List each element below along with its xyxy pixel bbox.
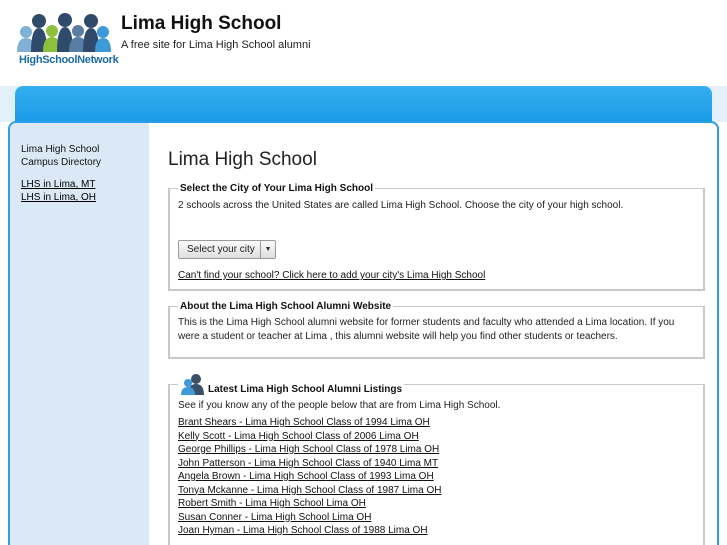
list-item [178,524,695,538]
page-title: Lima High School [168,149,317,170]
logo-wordmark [19,54,118,66]
alumni-listings-section [168,373,705,545]
alumni-listing-link[interactable]: Joan Hyman - Lima High School Class of 1988 Lima OH [178,525,428,536]
city-select-section [168,183,705,291]
about-section [168,301,705,359]
list-item [178,430,695,444]
sidebar-link-lima-mt[interactable]: LHS in Lima, MT [21,179,96,190]
sidebar-heading [21,143,141,169]
list-item [178,443,695,457]
site-tagline: A free site for Lima High School alumni [121,39,311,51]
main-frame [8,121,719,545]
site-title[interactable]: Lima High School [121,13,282,34]
sidebar-link-lima-oh[interactable]: LHS in Lima, OH [21,192,97,203]
sidebar-heading-line1: Lima High School [21,144,100,155]
city-select-label: Select your city [187,244,255,255]
about-section-text: This is the Lima High School alumni website for former students and faculty who attended a Lima location. If you were a student or teacher at Lima , this alumni website will help you find other students or teachers. [178,317,675,342]
list-item [178,416,695,430]
alumni-list [178,416,695,538]
alumni-listing-link[interactable]: Brant Shears - Lima High School Class of 1994 Lima OH [178,417,430,428]
listings-section-legend [178,373,404,395]
alumni-listing-link[interactable]: Susan Conner - Lima High School Lima OH [178,511,372,523]
city-select-dropdown[interactable] [178,240,276,259]
highschoolnetwork-logo[interactable] [17,12,119,70]
people-icon [180,373,206,395]
city-section-legend: Select the City of Your Lima High School [180,183,373,194]
sidebar [10,123,149,545]
list-item [178,457,695,471]
list-item [178,497,695,511]
alumni-listing-link[interactable]: Kelly Scott - Lima High School Class of 2006 Lima OH [178,430,419,442]
alumni-listing-link[interactable]: Angela Brown - Lima High School Class of 1993 Lima OH [178,471,434,482]
alumni-listing-link[interactable]: John Patterson - Lima High School Class of 1940 Lima MT [178,457,439,469]
add-school-link[interactable]: Can't find your school? Click here to add your city's Lima High School [178,270,486,281]
alumni-listing-link[interactable]: George Phillips - Lima High School Class of 1978 Lima OH [178,444,440,455]
listings-section-title: Latest Lima High School Alumni Listings [208,384,403,395]
sidebar-heading-line2: Campus Directory [21,157,102,168]
people-group-icon [17,12,111,54]
logo-wordmark-network: Network [77,54,119,66]
about-section-legend: About the Lima High School Alumni Website [180,301,392,312]
list-item [178,484,695,498]
site-header [0,0,727,80]
chevron-down-icon: ▼ [260,241,275,258]
sidebar-links [21,178,96,204]
logo-wordmark-high: HighSchool [19,54,78,66]
list-item [178,470,695,484]
listings-intro: See if you know any of the people below that are from Lima High School. [178,400,501,411]
list-item [178,511,695,525]
alumni-listing-link[interactable]: Robert Smith - Lima High School Lima OH [178,498,366,509]
alumni-listing-link[interactable]: Tonya Mckanne - Lima High School Class of 1987 Lima OH [178,484,442,496]
city-section-description: 2 schools across the United States are called Lima High School. Choose the city of your high school. [178,200,624,211]
